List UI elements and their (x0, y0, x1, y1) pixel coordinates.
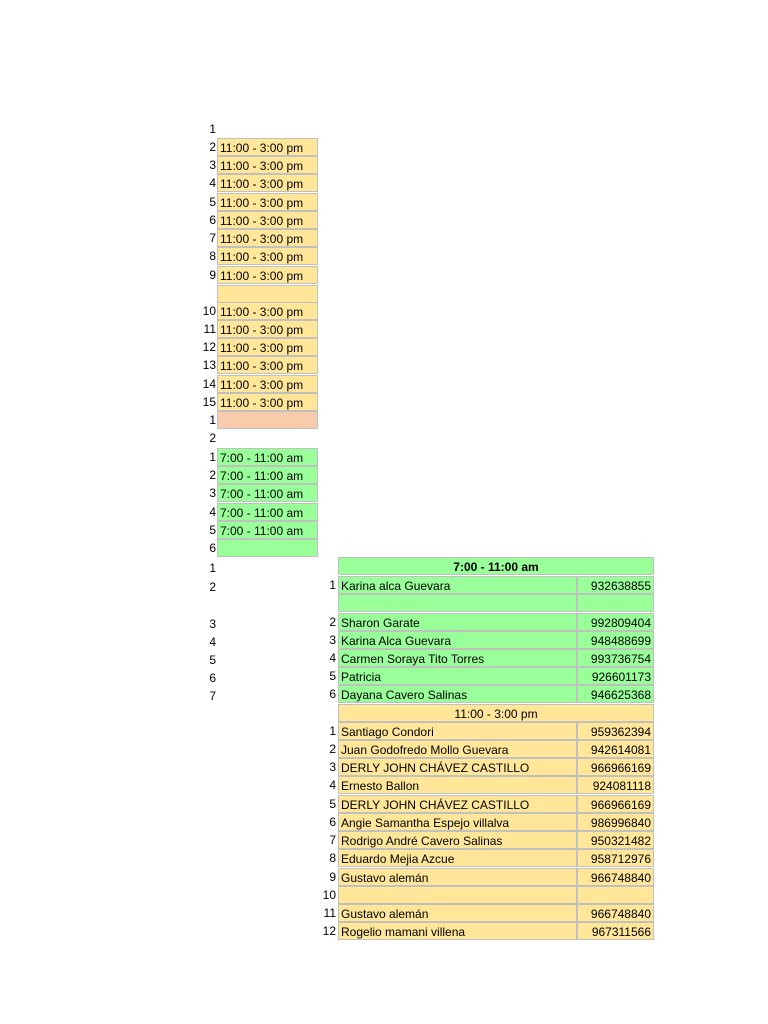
volunteer-phone (577, 886, 654, 904)
row-index: 6 (329, 815, 336, 829)
volunteer-name: Angie Samantha Espejo villalva (338, 813, 577, 831)
row-number: 2 (209, 431, 216, 445)
row-index: 8 (329, 851, 336, 865)
row-number (180, 596, 216, 614)
row-index: 6 (329, 687, 336, 701)
row-index: 9 (329, 870, 336, 884)
row-number: 6 (209, 541, 216, 555)
row-number: 11 (203, 322, 216, 336)
volunteer-phone: 942614081 (577, 740, 654, 758)
row-number: 2 (209, 140, 216, 154)
volunteer-name: Patricia (338, 667, 577, 685)
row-number: 13 (202, 358, 216, 372)
volunteer-name: Rogelio mamani villena (338, 922, 577, 940)
morning-header: 7:00 - 11:00 am (338, 557, 654, 575)
time-slot-cell: 11:00 - 3:00 pm (217, 193, 318, 211)
time-slot-cell: 11:00 - 3:00 pm (217, 247, 318, 265)
time-slot-cell: 7:00 - 11:00 am (217, 521, 318, 539)
time-slot-cell: 11:00 - 3:00 pm (217, 356, 318, 374)
row-index: 3 (329, 760, 336, 774)
volunteer-phone: 967311566 (577, 922, 654, 940)
volunteer-name: Eduardo Mejia Azcue (338, 849, 577, 867)
volunteer-name: Gustavo alemán (338, 868, 577, 886)
row-index: 12 (322, 924, 336, 938)
volunteer-name: Rodrigo André Cavero Salinas (338, 831, 577, 849)
volunteer-phone: 966966169 (577, 795, 654, 813)
volunteer-name (338, 886, 577, 904)
volunteer-phone: 924081118 (577, 776, 654, 794)
time-slot-cell: 11:00 - 3:00 pm (217, 138, 318, 156)
volunteer-phone: 926601173 (577, 667, 654, 685)
volunteer-phone: 992809404 (577, 613, 654, 631)
volunteer-name: Juan Godofredo Mollo Guevara (338, 740, 577, 758)
row-number: 1 (209, 413, 216, 427)
volunteer-phone: 986996840 (577, 813, 654, 831)
row-number: 3 (209, 617, 216, 631)
volunteer-phone: 966966169 (577, 758, 654, 776)
row-number: 10 (202, 304, 216, 318)
volunteer-phone: 946625368 (577, 685, 654, 703)
row-number: 9 (209, 268, 216, 282)
row-number: 15 (202, 395, 216, 409)
volunteer-phone: 966748840 (577, 904, 654, 922)
row-number: 6 (209, 213, 216, 227)
row-index: 2 (329, 615, 336, 629)
row-number: 5 (209, 523, 216, 537)
volunteer-phone: 950321482 (577, 831, 654, 849)
row-index: 4 (329, 651, 336, 665)
time-slot-cell: 11:00 - 3:00 pm (217, 375, 318, 393)
time-slot-cell: 11:00 - 3:00 pm (217, 174, 318, 192)
volunteer-name: Santiago Condori (338, 722, 577, 740)
time-slot-cell: 11:00 - 3:00 pm (217, 211, 318, 229)
row-number: 6 (209, 671, 216, 685)
row-number: 3 (209, 486, 216, 500)
row-index (300, 594, 336, 612)
row-index: 2 (329, 742, 336, 756)
row-index: 1 (329, 724, 336, 738)
row-number: 4 (209, 176, 216, 190)
time-slot-cell: 7:00 - 11:00 am (217, 484, 318, 502)
time-slot-cell: 7:00 - 11:00 am (217, 503, 318, 521)
volunteer-phone: 948488699 (577, 631, 654, 649)
row-index: 5 (329, 669, 336, 683)
row-index: 3 (329, 633, 336, 647)
volunteer-phone: 993736754 (577, 649, 654, 667)
volunteer-phone: 959362394 (577, 722, 654, 740)
row-number: 7 (209, 689, 216, 703)
row-index: 5 (329, 797, 336, 811)
time-slot-cell (217, 285, 318, 303)
volunteer-phone: 932638855 (577, 576, 654, 594)
row-number: 1 (209, 122, 216, 136)
time-slot-cell: 11:00 - 3:00 pm (217, 338, 318, 356)
volunteer-phone: 958712976 (577, 849, 654, 867)
row-index: 11 (323, 906, 336, 920)
row-index: 1 (329, 578, 336, 592)
time-slot-cell: 11:00 - 3:00 pm (217, 302, 318, 320)
time-slot-cell: 11:00 - 3:00 pm (217, 393, 318, 411)
highlighted-empty-cell (217, 411, 318, 429)
row-number: 7 (209, 231, 216, 245)
row-number: 2 (209, 580, 216, 594)
row-index: 7 (329, 833, 336, 847)
volunteer-phone (577, 594, 654, 612)
row-number: 2 (209, 468, 216, 482)
row-number: 14 (202, 377, 216, 391)
row-number (180, 285, 216, 303)
row-number: 3 (209, 158, 216, 172)
row-number: 5 (209, 653, 216, 667)
volunteer-name: Ernesto Ballon (338, 776, 577, 794)
midday-header: 11:00 - 3:00 pm (338, 704, 654, 722)
row-number: 4 (209, 635, 216, 649)
time-slot-cell: 7:00 - 11:00 am (217, 448, 318, 466)
volunteer-name: Karina alca Guevara (338, 576, 577, 594)
row-number: 1 (209, 561, 216, 575)
time-slot-cell: 11:00 - 3:00 pm (217, 320, 318, 338)
time-slot-cell: 7:00 - 11:00 am (217, 466, 318, 484)
time-slot-cell: 11:00 - 3:00 pm (217, 266, 318, 284)
row-number: 12 (202, 340, 216, 354)
row-number: 8 (209, 249, 216, 263)
volunteer-name: DERLY JOHN CHÁVEZ CASTILLO (338, 795, 577, 813)
volunteer-name: Sharon Garate (338, 613, 577, 631)
volunteer-name (338, 594, 577, 612)
time-slot-cell: 11:00 - 3:00 pm (217, 229, 318, 247)
row-number: 5 (209, 195, 216, 209)
volunteer-name: DERLY JOHN CHÁVEZ CASTILLO (338, 758, 577, 776)
row-number: 1 (209, 450, 216, 464)
row-index: 4 (329, 778, 336, 792)
row-index: 10 (322, 888, 336, 902)
time-slot-cell (217, 539, 318, 557)
volunteer-name: Gustavo alemán (338, 904, 577, 922)
volunteer-name: Carmen Soraya Tito Torres (338, 649, 577, 667)
row-number: 4 (209, 505, 216, 519)
volunteer-name: Dayana Cavero Salinas (338, 685, 577, 703)
volunteer-name: Karina Alca Guevara (338, 631, 577, 649)
time-slot-cell: 11:00 - 3:00 pm (217, 156, 318, 174)
volunteer-phone: 966748840 (577, 868, 654, 886)
